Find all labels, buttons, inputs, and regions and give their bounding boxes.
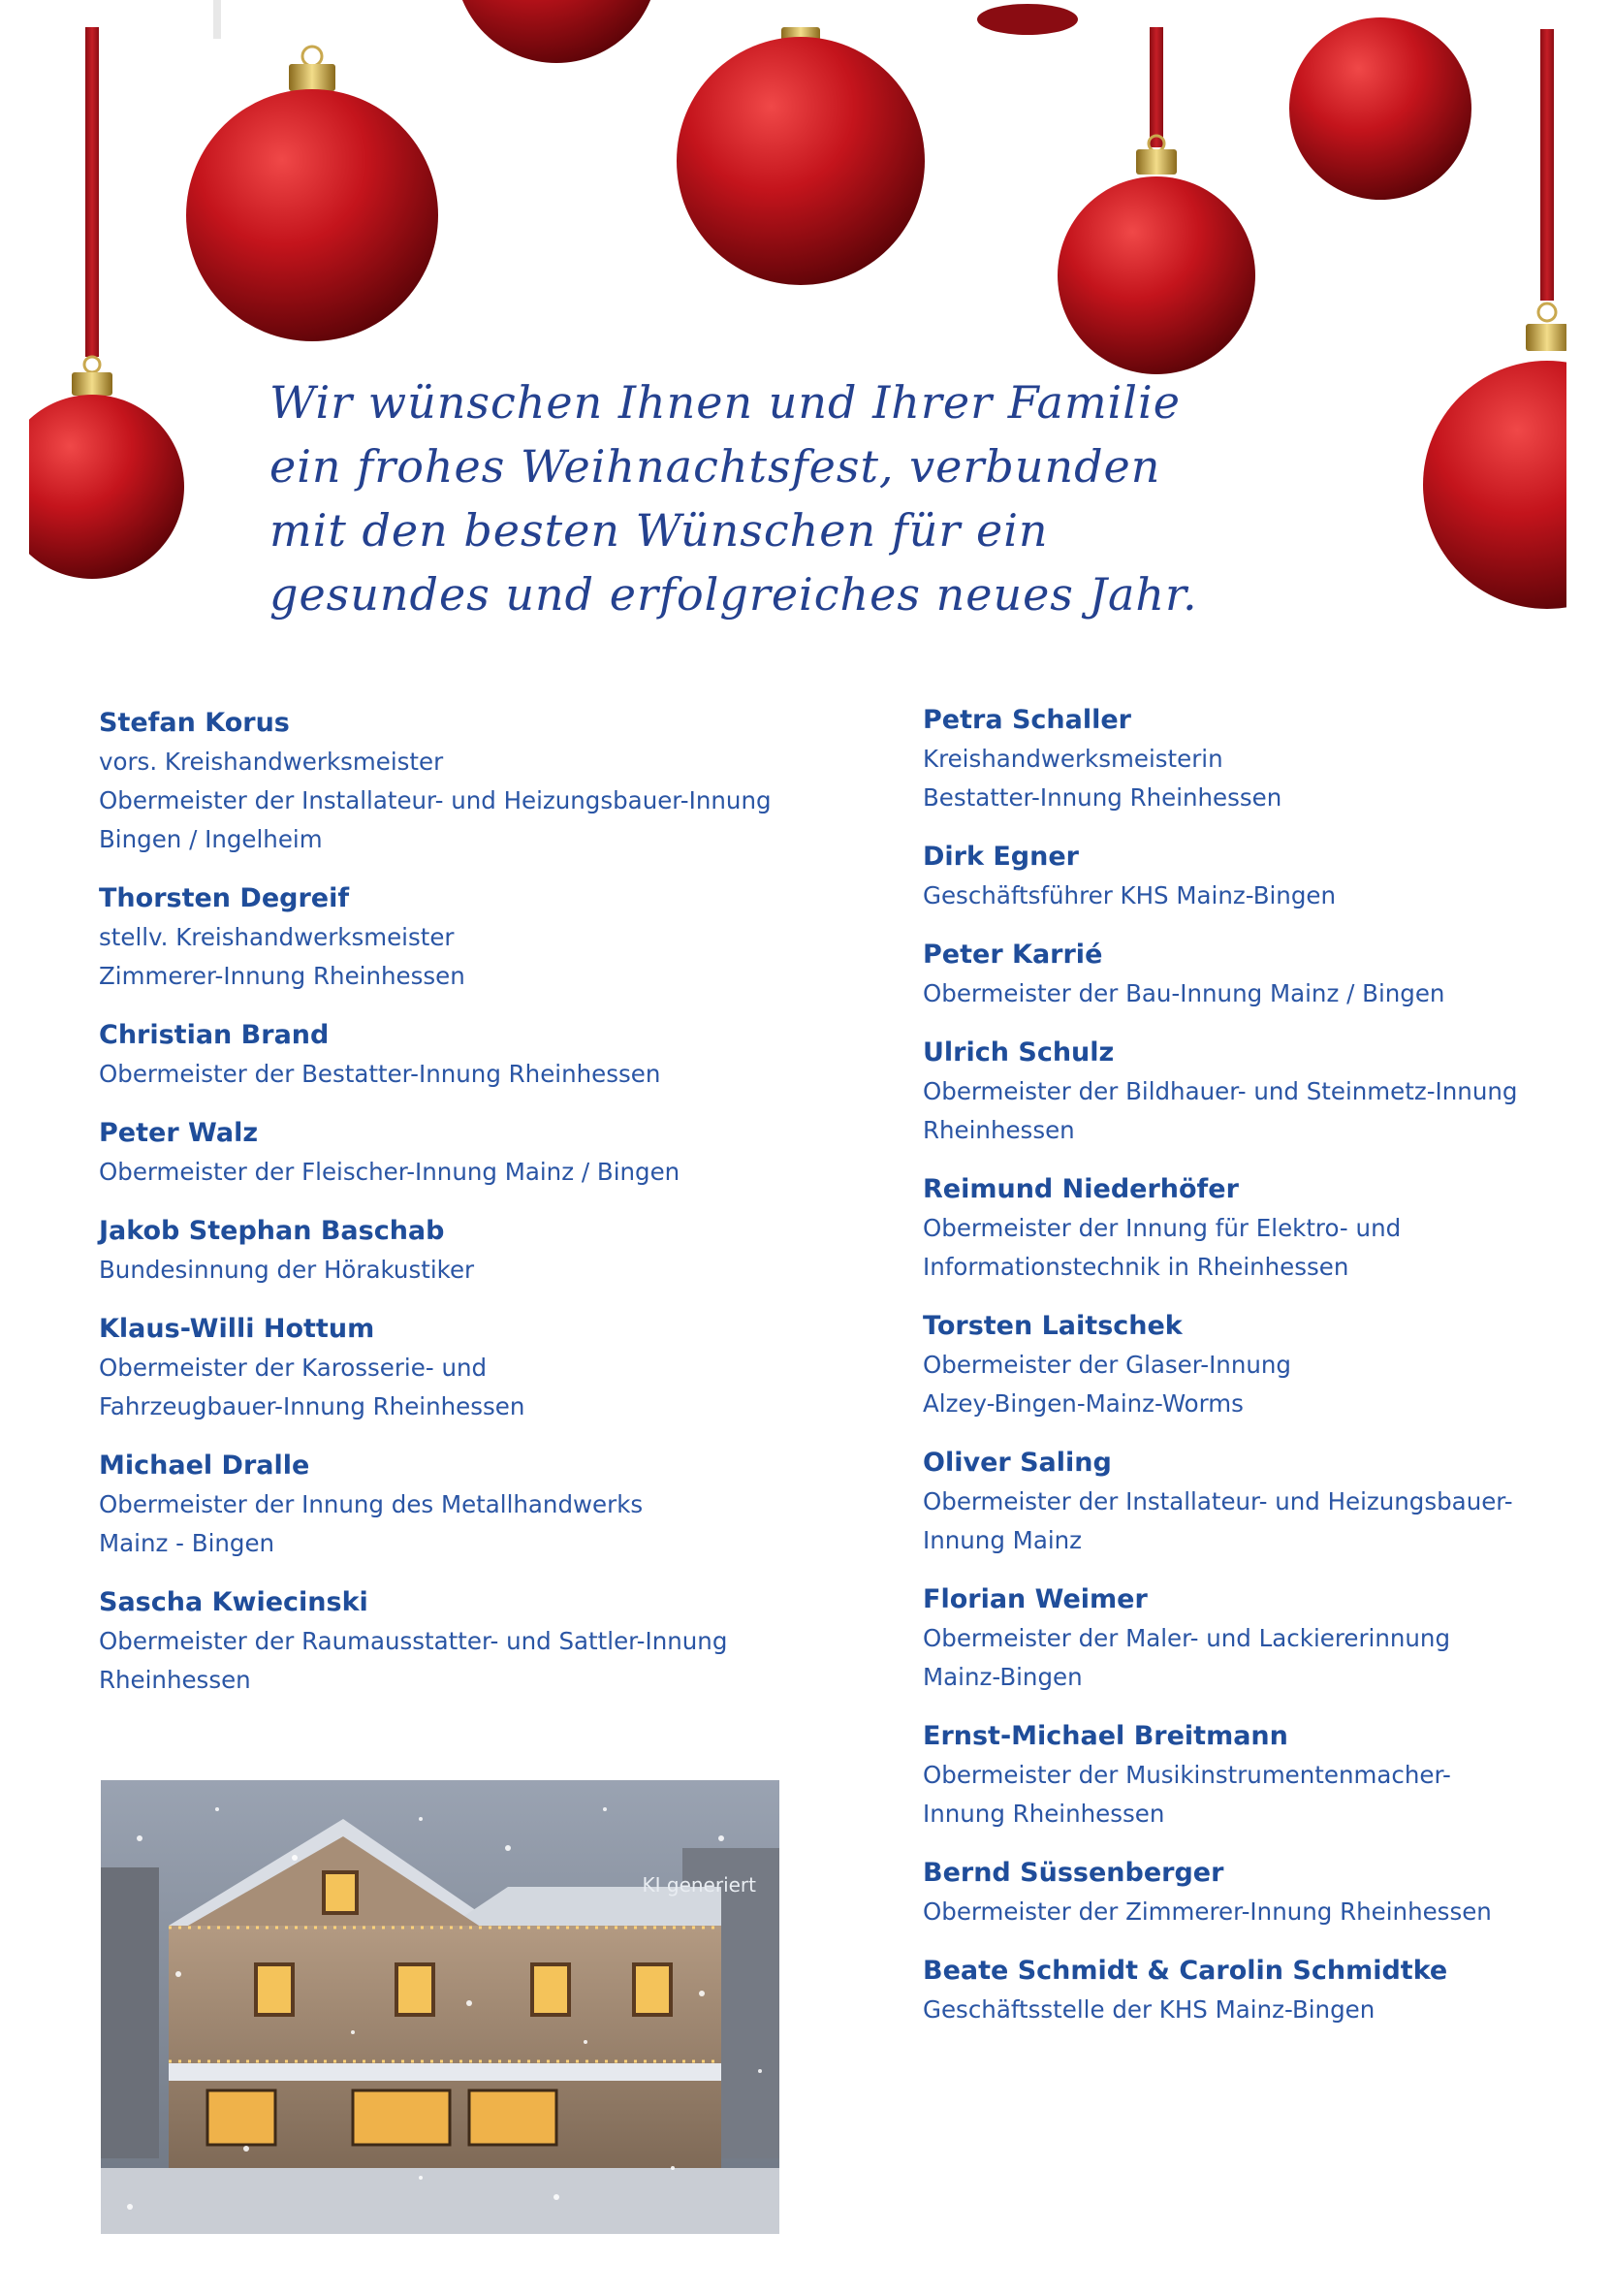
contact-title: Kreishandwerksmeisterin (923, 745, 1223, 773)
contact-entry (923, 1170, 1582, 1287)
greeting-line: gesundes und erfolgreiches neues Jahr. (269, 568, 1198, 621)
contact-entry (923, 838, 1582, 915)
contact-entry (923, 1717, 1582, 1834)
contact-name: Sascha Kwiecinski (99, 1587, 368, 1617)
ornament-ball (455, 0, 658, 63)
contact-title: Obermeister der Installateur- und Heizungsbauer- (923, 1487, 1513, 1515)
contact-name: Torsten Laitschek (923, 1311, 1183, 1341)
contact-title: Obermeister der Bestatter-Innung Rheinhessen (99, 1060, 661, 1088)
contact-entry (923, 936, 1582, 1013)
contact-entry (923, 1307, 1582, 1423)
contact-title: Obermeister der Glaser-Innung (923, 1351, 1291, 1379)
contact-entry (99, 704, 855, 859)
contact-name: Reimund Niederhöfer (923, 1174, 1239, 1204)
contact-entry (99, 1114, 855, 1192)
contact-title: Obermeister der Innung für Elektro- und (923, 1214, 1402, 1242)
contact-entry (923, 1444, 1582, 1560)
contact-title: Mainz-Bingen (923, 1663, 1083, 1691)
contact-entry (99, 1583, 855, 1700)
contacts-right-column (923, 701, 1582, 2050)
contact-entry (99, 1447, 855, 1563)
contact-title: Obermeister der Maler- und Lackiererinnung (923, 1624, 1451, 1652)
contact-name: Peter Walz (99, 1118, 259, 1148)
contact-name: Ernst-Michael Breitmann (923, 1721, 1288, 1751)
contact-entry (99, 1016, 855, 1094)
greeting-line: Wir wünschen Ihnen und Ihrer Familie (269, 376, 1181, 429)
greeting-line: mit den besten Wünschen für ein (269, 504, 1049, 557)
contact-title: Alzey-Bingen-Mainz-Worms (923, 1389, 1244, 1418)
contact-title: Informationstechnik in Rheinhessen (923, 1253, 1349, 1281)
contact-title: Obermeister der Installateur- und Heizungsbauer-Innung (99, 786, 772, 814)
ornament-ball (1289, 17, 1471, 200)
contact-title: Obermeister der Bau-Innung Mainz / Bingen (923, 979, 1445, 1007)
contact-entry (99, 1310, 855, 1426)
ornament-ball (186, 0, 438, 341)
contact-title: Obermeister der Innung des Metallhandwerks (99, 1490, 644, 1518)
contact-name: Bernd Süssenberger (923, 1858, 1224, 1888)
house-illustration (101, 1780, 779, 2234)
contact-title: Fahrzeugbauer-Innung Rheinhessen (99, 1392, 525, 1420)
contact-title: Zimmerer-Innung Rheinhessen (99, 962, 465, 990)
contact-title: vors. Kreishandwerksmeister (99, 748, 444, 776)
contact-entry (923, 1580, 1582, 1697)
contact-title: Obermeister der Fleischer-Innung Mainz / Bingen (99, 1158, 680, 1186)
ornament-ball (977, 4, 1078, 35)
contact-entry (923, 701, 1582, 817)
contact-title: Innung Mainz (923, 1526, 1083, 1554)
contact-title: Obermeister der Raumausstatter- und Sattler-Innung (99, 1627, 728, 1655)
contact-title: Obermeister der Bildhauer- und Steinmetz-Innung (923, 1077, 1518, 1105)
greeting-line: ein frohes Weihnachtsfest, verbunden (269, 440, 1161, 493)
contact-name: Christian Brand (99, 1020, 330, 1050)
contact-name: Oliver Saling (923, 1448, 1112, 1478)
contact-title: Mainz - Bingen (99, 1529, 275, 1557)
contact-name: Dirk Egner (923, 842, 1079, 872)
ornament-ball (677, 27, 925, 285)
contact-title: Obermeister der Karosserie- und (99, 1354, 488, 1382)
ornament-ball (1058, 27, 1255, 374)
contact-entry (99, 1212, 855, 1290)
contact-name: Ulrich Schulz (923, 1037, 1115, 1068)
contact-title: Rheinhessen (99, 1666, 251, 1694)
contact-title: Geschäftsführer KHS Mainz-Bingen (923, 881, 1336, 909)
contact-name: Petra Schaller (923, 705, 1131, 735)
contact-name: Jakob Stephan Baschab (99, 1216, 445, 1246)
photo-caption: KI generiert (642, 1873, 756, 1897)
contact-name: Stefan Korus (99, 708, 290, 738)
contact-title: Obermeister der Musikinstrumentenmacher- (923, 1761, 1451, 1789)
contact-title: Rheinhessen (923, 1116, 1075, 1144)
contact-title: Innung Rheinhessen (923, 1800, 1165, 1828)
contact-entry (923, 1034, 1582, 1150)
contact-title: Bestatter-Innung Rheinhessen (923, 783, 1282, 812)
greeting-text (269, 370, 1316, 626)
contact-title: stellv. Kreishandwerksmeister (99, 923, 455, 951)
contact-name: Thorsten Degreif (99, 883, 350, 913)
contact-name: Klaus-Willi Hottum (99, 1314, 375, 1344)
contact-entry (99, 879, 855, 996)
contact-entry (923, 1952, 1582, 2029)
contacts-left-column (99, 704, 855, 1720)
contact-title: Bundesinnung der Hörakustiker (99, 1256, 475, 1284)
contact-name: Beate Schmidt & Carolin Schmidtke (923, 1956, 1448, 1986)
contact-entry (923, 1854, 1582, 1931)
contact-title: Obermeister der Zimmerer-Innung Rheinhessen (923, 1897, 1492, 1926)
contact-name: Peter Karrié (923, 940, 1103, 970)
contact-title: Bingen / Ingelheim (99, 825, 323, 853)
contact-name: Florian Weimer (923, 1584, 1148, 1614)
snowy-house-photo (101, 1780, 779, 2234)
contact-name: Michael Dralle (99, 1451, 310, 1481)
contact-title: Geschäftsstelle der KHS Mainz-Bingen (923, 1995, 1376, 2024)
